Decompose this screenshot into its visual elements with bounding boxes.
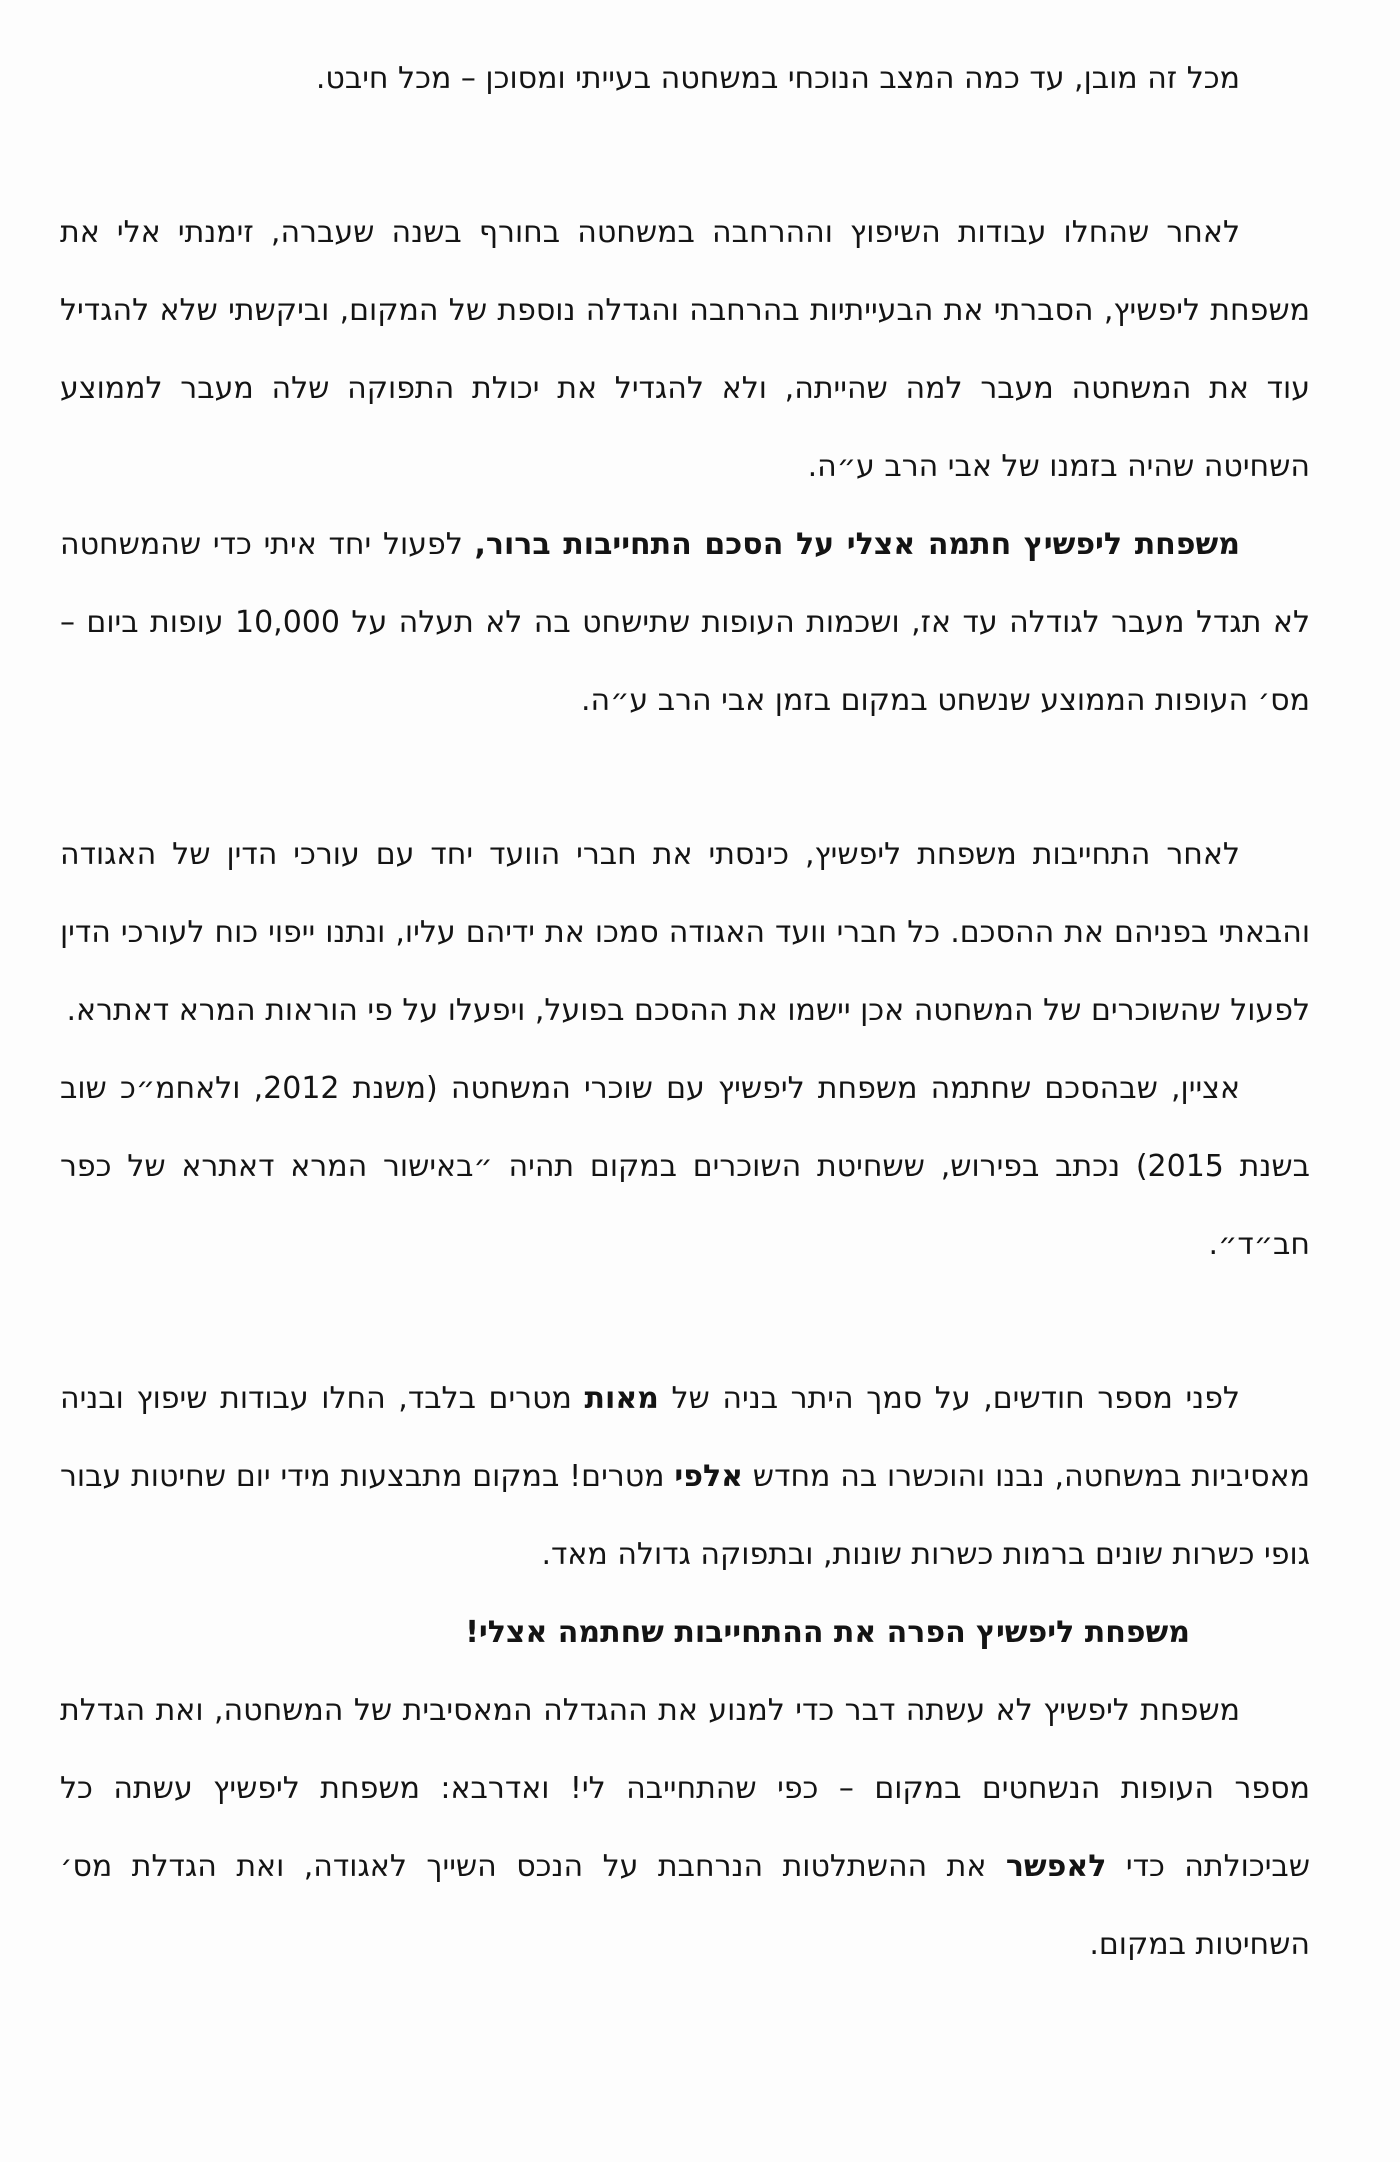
section-heading: משפחת ליפשיץ הפרה את ההתחייבות שחתמה אצלי!	[465, 1615, 1190, 1650]
commitment-bold-text: משפחת ליפשיץ חתמה אצלי על הסכם התחייבות ברור,	[474, 527, 1240, 562]
violation-text-c: את ההשתלטות הנרחבת על הנכס השייך לאגודה, ואת הגדלת מס׳ השחיטות במקום.	[60, 1849, 1310, 1962]
commitment-text: לפעול יחד איתי כדי שהמשחטה לא תגדל מעבר לגודלה עד אז, ושכמות העופות שתישחט בה לא תעלה על 10,000 עופות ביום – מס׳ העופות הממוצע שנשחט במקום בזמן אבי הרב ע״ה.	[60, 527, 1310, 718]
paragraph-renovation-meeting: לאחר שהחלו עבודות השיפוץ וההרחבה במשחטה בחורף בשנה שעברה, זימנתי אלי את משפחת ליפשיץ, הסברתי את הבעייתיות בהרחבה והגדלה נוספת של המקום, וביקשתי שלא להגדיל עוד את המשחטה מעבר למה שהייתה, ולא להגדיל את יכולת התפוקה שלה מעבר לממוצע השחיטה שהיה בזמנו של אבי הרב ע״ה.	[60, 215, 1310, 484]
violation-text-a: משפחת ליפשיץ לא עשתה דבר כדי למנוע את ההגדלה המאסיבית של המשחטה, ואת הגדלת מספר העופות הנשחטים במקום – כפי שהתחייבה לי! ואדרבא: משפחת ליפשיץ עשתה כל שביכולתה כדי	[60, 1693, 1310, 1884]
paragraph-construction	[60, 1360, 1310, 1594]
construction-bold-thousands: אלפי	[674, 1459, 743, 1494]
paragraph-violation	[60, 1672, 1310, 1984]
paragraph-intro: מכל זה מובן, עד כמה המצב הנוכחי במשחטה בעייתי ומסוכן – מכל חיבט.	[315, 61, 1240, 96]
paragraph-agreement-note: אציין, שבהסכם שחתמה משפחת ליפשיץ עם שוכרי המשחטה (משנת 2012, ולאחמ״כ שוב בשנת 2015) נכתב בפירוש, ששחיטת השוכרים במקום תהיה ״באישור המרא דאתרא של כפר חב״ד״.	[60, 1071, 1310, 1262]
construction-bold-hundreds: מאות	[584, 1381, 659, 1416]
paragraph-commitment	[60, 506, 1310, 740]
construction-text-a: לפני מספר חודשים, על סמך היתר בניה של	[658, 1381, 1240, 1416]
paragraph-committee: לאחר התחייבות משפחת ליפשיץ, כינסתי את חברי הוועד יחד עם עורכי הדין של האגודה והבאתי בפניהם את ההסכם. כל חברי וועד האגודה סמכו את ידיהם עליו, ונתנו ייפוי כוח לעורכי הדין לפעול שהשוכרים של המשחטה אכן יישמו את ההסכם בפועל, ויפעלו על פי הוראות המרא דאתרא.	[60, 837, 1310, 1028]
construction-text-d: מטרים! במקום מתבצעות מידי יום שחיטות עבור גופי כשרות שונים ברמות כשרות שונות, ובתפוקה גדולה מאד.	[60, 1459, 1310, 1572]
violation-bold-enable: לאפשר	[1005, 1849, 1107, 1884]
construction-text-c: מטרים בלבד, החלו עבודות שיפוץ ובניה מאסיביות במשחטה, נבנו והוכשרו בה מחדש	[60, 1381, 1311, 1494]
